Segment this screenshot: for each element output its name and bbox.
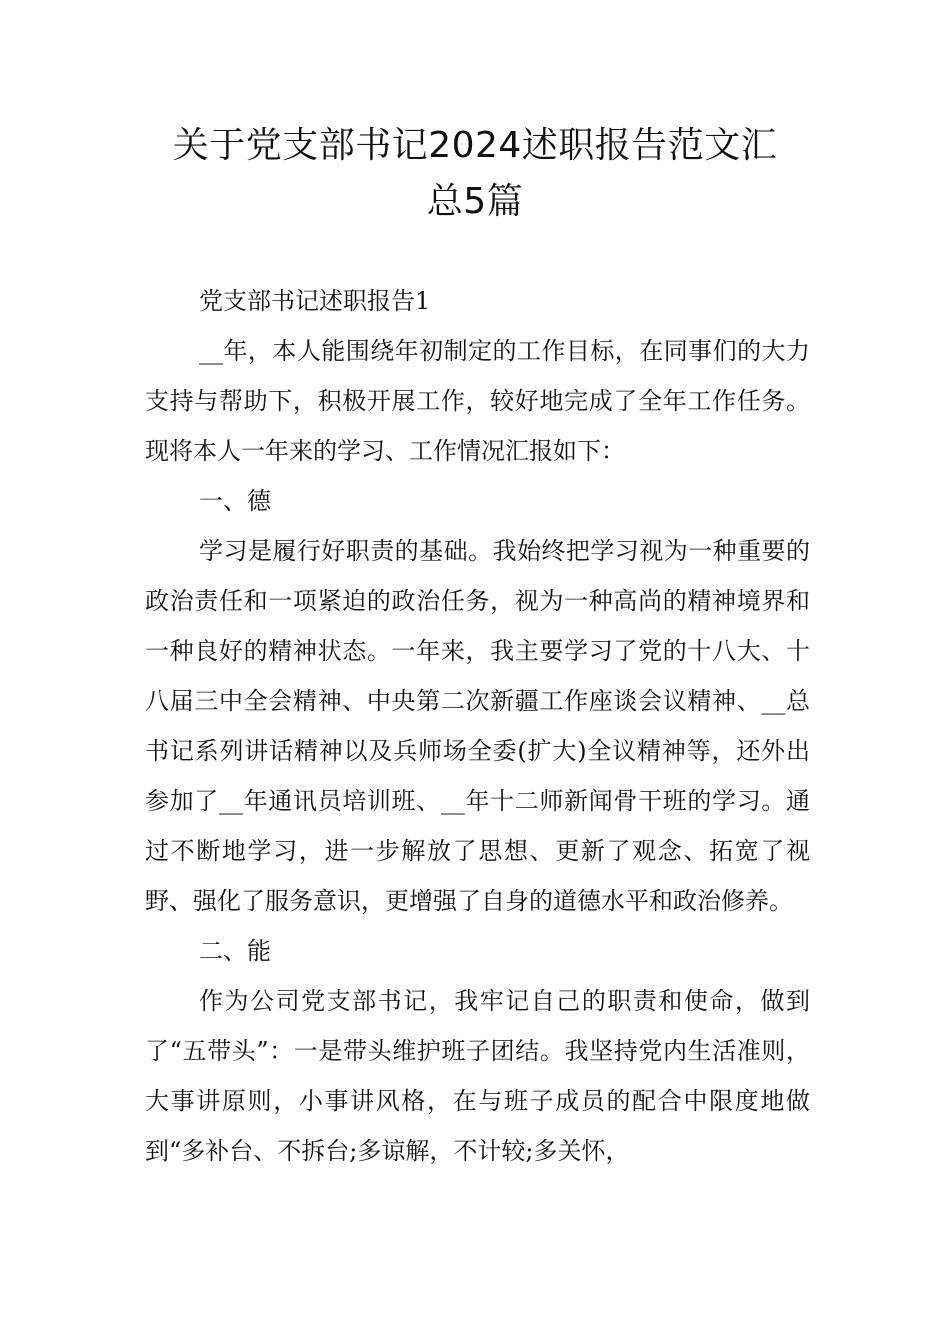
section-heading-de: 一、德 bbox=[199, 487, 271, 515]
section-heading-neng: 二、能 bbox=[199, 937, 271, 965]
intro-paragraph: __年，本人能围绕年初制定的工作目标，在同事们的大力支持与帮助下，积极开展工作，较好地完成了全年工作任务。现将本人一年来的学习、工作情况汇报如下： bbox=[145, 337, 810, 465]
document-body bbox=[145, 276, 810, 1176]
report-heading: 党支部书记述职报告1 bbox=[199, 287, 431, 315]
title-line-1: 关于党支部书记2024述职报告范文汇 bbox=[172, 125, 778, 166]
duties-paragraph: 作为公司党支部书记，我牢记自己的职责和使命，做到了“五带头”：一是带头维护班子团结。我坚持党内生活准则，大事讲原则，小事讲风格，在与班子成员的配合中限度地做到“多补台、不拆台;多谅解，不计较;多关怀， bbox=[145, 987, 810, 1165]
study-paragraph: 学习是履行好职责的基础。我始终把学习视为一种重要的政治责任和一项紧迫的政治任务，视为一种高尚的精神境界和一种良好的精神状态。一年来，我主要学习了党的十八大、十八届三中全会精神、中央第二次新疆工作座谈会议精神、__总书记系列讲话精神以及兵师场全委(扩大)全议精神等，还外出参加了__年通讯员培训班、__年十二师新闻骨干班的学习。通过不断地学习，进一步解放了思想、更新了观念、拓宽了视野、强化了服务意识，更增强了自身的道德水平和政治修养。 bbox=[145, 537, 810, 915]
document-title bbox=[120, 118, 830, 230]
title-line-2: 总5篇 bbox=[426, 181, 524, 222]
